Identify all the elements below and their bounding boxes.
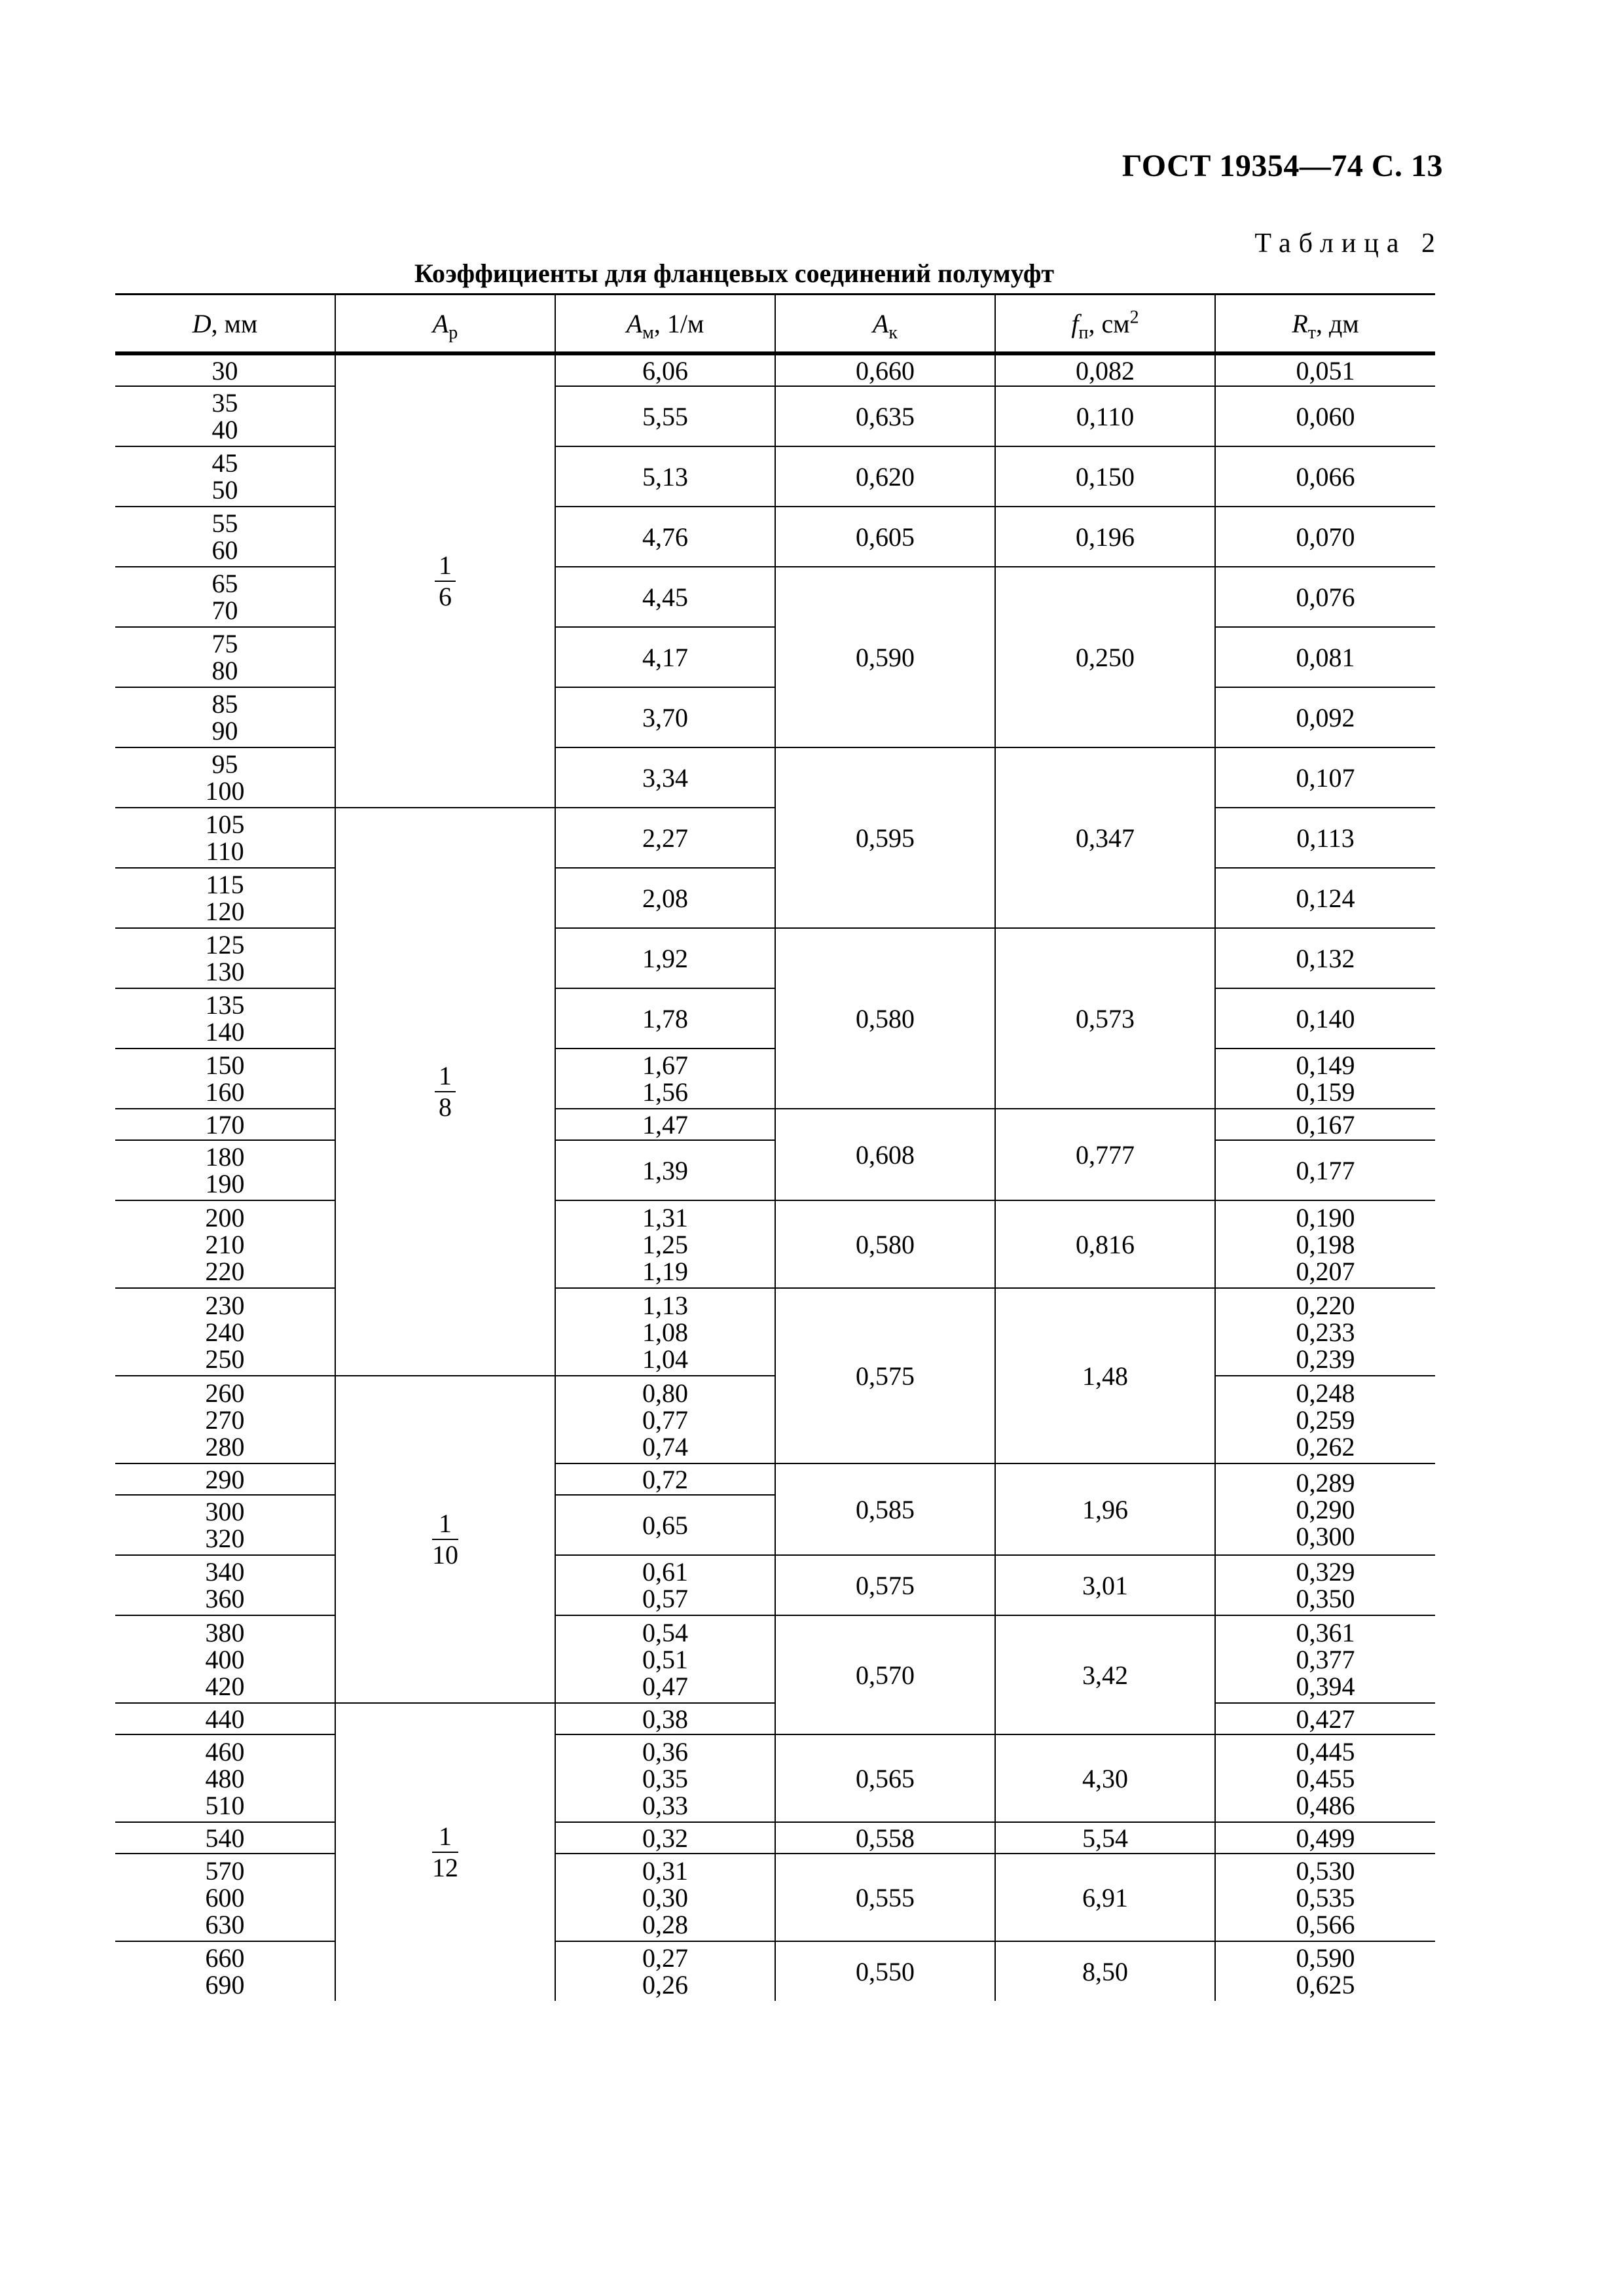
cell-d: 340 360: [115, 1555, 335, 1615]
table-row: [115, 386, 1435, 446]
table-header-row: [115, 295, 1435, 354]
col-header-am: $A_м$, 1/м: [555, 295, 775, 354]
cell-fp: 0,150: [995, 446, 1215, 507]
cell-rt: 0,190 0,198 0,207: [1215, 1200, 1435, 1288]
table-row: [115, 747, 1435, 808]
cell-ap-group: [335, 808, 555, 1376]
table-row: [115, 567, 1435, 627]
cell-ak: 0,635: [775, 386, 995, 446]
cell-am: 1,39: [555, 1140, 775, 1200]
cell-fp: 3,01: [995, 1555, 1215, 1615]
table-row: [115, 1854, 1435, 1941]
cell-fp: 0,110: [995, 386, 1215, 446]
col-header-rt: $R_т$, дм: [1215, 295, 1435, 354]
cell-fp: 0,573: [995, 928, 1215, 1109]
cell-am: 0,36 0,35 0,33: [555, 1734, 775, 1822]
col-header-ap: $A_р$: [335, 295, 555, 354]
cell-rt: 0,076: [1215, 567, 1435, 627]
fraction: $\frac{1}{12}$: [432, 1821, 458, 1882]
cell-d: 135 140: [115, 988, 335, 1049]
cell-rt: 0,066: [1215, 446, 1435, 507]
cell-fp: 8,50: [995, 1941, 1215, 2001]
cell-ap-group: [335, 1376, 555, 1703]
cell-ak: 0,580: [775, 1200, 995, 1288]
cell-fp: 4,30: [995, 1734, 1215, 1822]
col-header-fp: $f_п$, $см^2$: [995, 295, 1215, 354]
cell-am: 5,55: [555, 386, 775, 446]
table-row: [115, 1109, 1435, 1140]
cell-am: 4,17: [555, 627, 775, 687]
cell-d: 30: [115, 353, 335, 386]
cell-d: 125 130: [115, 928, 335, 988]
cell-am: 0,31 0,30 0,28: [555, 1854, 775, 1941]
col-header-ak: $A_к$: [775, 295, 995, 354]
cell-fp: 1,96: [995, 1463, 1215, 1555]
cell-d: 170: [115, 1109, 335, 1140]
cell-d: 200 210 220: [115, 1200, 335, 1288]
cell-rt: 0,140: [1215, 988, 1435, 1049]
cell-rt: 0,361 0,377 0,394: [1215, 1615, 1435, 1703]
cell-am: 0,80 0,77 0,74: [555, 1376, 775, 1463]
cell-d: 35 40: [115, 386, 335, 446]
cell-ak: 0,620: [775, 446, 995, 507]
cell-am: 1,31 1,25 1,19: [555, 1200, 775, 1288]
cell-rt: 0,070: [1215, 507, 1435, 567]
cell-am: 1,67 1,56: [555, 1049, 775, 1109]
cell-d: 75 80: [115, 627, 335, 687]
cell-am: 0,61 0,57: [555, 1555, 775, 1615]
cell-ak: 0,605: [775, 507, 995, 567]
cell-am: 1,78: [555, 988, 775, 1049]
cell-ak: 0,555: [775, 1854, 995, 1941]
cell-ak: 0,575: [775, 1288, 995, 1463]
cell-am: 1,92: [555, 928, 775, 988]
table-row: [115, 1555, 1435, 1615]
cell-am: 0,54 0,51 0,47: [555, 1615, 775, 1703]
cell-d: 660 690: [115, 1941, 335, 2001]
cell-d: 65 70: [115, 567, 335, 627]
cell-fp: 0,250: [995, 567, 1215, 747]
col-header-d: D, мм: [115, 295, 335, 354]
cell-fp: 5,54: [995, 1822, 1215, 1854]
cell-d: 150 160: [115, 1049, 335, 1109]
cell-d: 95 100: [115, 747, 335, 808]
cell-d: 570 600 630: [115, 1854, 335, 1941]
cell-am: 3,34: [555, 747, 775, 808]
cell-rt: 0,289 0,290 0,300: [1215, 1463, 1435, 1555]
cell-am: 1,13 1,08 1,04: [555, 1288, 775, 1376]
cell-rt: 0,590 0,625: [1215, 1941, 1435, 2001]
cell-rt: 0,499: [1215, 1822, 1435, 1854]
table-row: [115, 928, 1435, 988]
fraction: $\frac{1}{8}$: [435, 1061, 456, 1122]
cell-d: 85 90: [115, 687, 335, 747]
cell-am: 0,72: [555, 1463, 775, 1495]
cell-fp: 0,816: [995, 1200, 1215, 1288]
cell-am: 0,65: [555, 1495, 775, 1555]
cell-ak: 0,575: [775, 1555, 995, 1615]
cell-am: 1,47: [555, 1109, 775, 1140]
cell-rt: 0,107: [1215, 747, 1435, 808]
table-row: [115, 1822, 1435, 1854]
cell-d: 380 400 420: [115, 1615, 335, 1703]
cell-fp: 1,48: [995, 1288, 1215, 1463]
cell-rt: 0,329 0,350: [1215, 1555, 1435, 1615]
cell-am: 2,27: [555, 808, 775, 868]
cell-am: 4,45: [555, 567, 775, 627]
cell-d: 230 240 250: [115, 1288, 335, 1376]
cell-am: 2,08: [555, 868, 775, 928]
cell-ak: 0,585: [775, 1463, 995, 1555]
fraction: $\frac{1}{6}$: [435, 550, 456, 612]
cell-ak: 0,558: [775, 1822, 995, 1854]
cell-rt: 0,445 0,455 0,486: [1215, 1734, 1435, 1822]
cell-rt: 0,051: [1215, 353, 1435, 386]
cell-rt: 0,427: [1215, 1703, 1435, 1734]
table-row: [115, 1615, 1435, 1703]
table-row: [115, 1200, 1435, 1288]
table-row: [115, 353, 1435, 386]
cell-ak: 0,608: [775, 1109, 995, 1200]
cell-ak: 0,580: [775, 928, 995, 1109]
table-row: [115, 1734, 1435, 1822]
cell-rt: 0,081: [1215, 627, 1435, 687]
cell-rt: 0,248 0,259 0,262: [1215, 1376, 1435, 1463]
cell-rt: 0,060: [1215, 386, 1435, 446]
cell-rt: 0,220 0,233 0,239: [1215, 1288, 1435, 1376]
cell-ak: 0,550: [775, 1941, 995, 2001]
cell-am: 0,27 0,26: [555, 1941, 775, 2001]
cell-fp: 0,777: [995, 1109, 1215, 1200]
cell-am: 4,76: [555, 507, 775, 567]
cell-rt: 0,124: [1215, 868, 1435, 928]
cell-d: 540: [115, 1822, 335, 1854]
cell-fp: 0,196: [995, 507, 1215, 567]
cell-am: 5,13: [555, 446, 775, 507]
cell-am: 0,38: [555, 1703, 775, 1734]
cell-fp: 0,082: [995, 353, 1215, 386]
cell-fp: 0,347: [995, 747, 1215, 928]
cell-ak: 0,660: [775, 353, 995, 386]
cell-am: 3,70: [555, 687, 775, 747]
cell-ak: 0,595: [775, 747, 995, 928]
cell-rt: 0,132: [1215, 928, 1435, 988]
cell-ak: 0,590: [775, 567, 995, 747]
cell-fp: 6,91: [995, 1854, 1215, 1941]
cell-rt: 0,092: [1215, 687, 1435, 747]
cell-d: 115 120: [115, 868, 335, 928]
page-header: ГОСТ 19354—74 С. 13: [1122, 149, 1443, 183]
table-row: [115, 446, 1435, 507]
cell-fp: 3,42: [995, 1615, 1215, 1734]
cell-d: 105 110: [115, 808, 335, 868]
cell-rt: 0,530 0,535 0,566: [1215, 1854, 1435, 1941]
cell-am: 6,06: [555, 353, 775, 386]
cell-ak: 0,565: [775, 1734, 995, 1822]
cell-rt: 0,167: [1215, 1109, 1435, 1140]
cell-ap-group: [335, 353, 555, 808]
table-label: Таблица 2: [1254, 228, 1443, 259]
cell-d: 440: [115, 1703, 335, 1734]
cell-d: 260 270 280: [115, 1376, 335, 1463]
cell-d: 300 320: [115, 1495, 335, 1555]
cell-ak: 0,570: [775, 1615, 995, 1734]
cell-d: 45 50: [115, 446, 335, 507]
table-row: [115, 1463, 1435, 1495]
cell-ap-group: [335, 1703, 555, 2001]
cell-rt: 0,149 0,159: [1215, 1049, 1435, 1109]
table-title: Коэффициенты для фланцевых соединений полумуфт: [414, 259, 1055, 288]
table-row: [115, 507, 1435, 567]
cell-d: 55 60: [115, 507, 335, 567]
cell-rt: 0,113: [1215, 808, 1435, 868]
table-row: [115, 1288, 1435, 1376]
coefficients-table: [115, 293, 1435, 2001]
fraction: $\frac{1}{10}$: [432, 1509, 458, 1570]
cell-rt: 0,177: [1215, 1140, 1435, 1200]
cell-d: 180 190: [115, 1140, 335, 1200]
cell-am: 0,32: [555, 1822, 775, 1854]
cell-d: 290: [115, 1463, 335, 1495]
table-row: [115, 1941, 1435, 2001]
cell-d: 460 480 510: [115, 1734, 335, 1822]
